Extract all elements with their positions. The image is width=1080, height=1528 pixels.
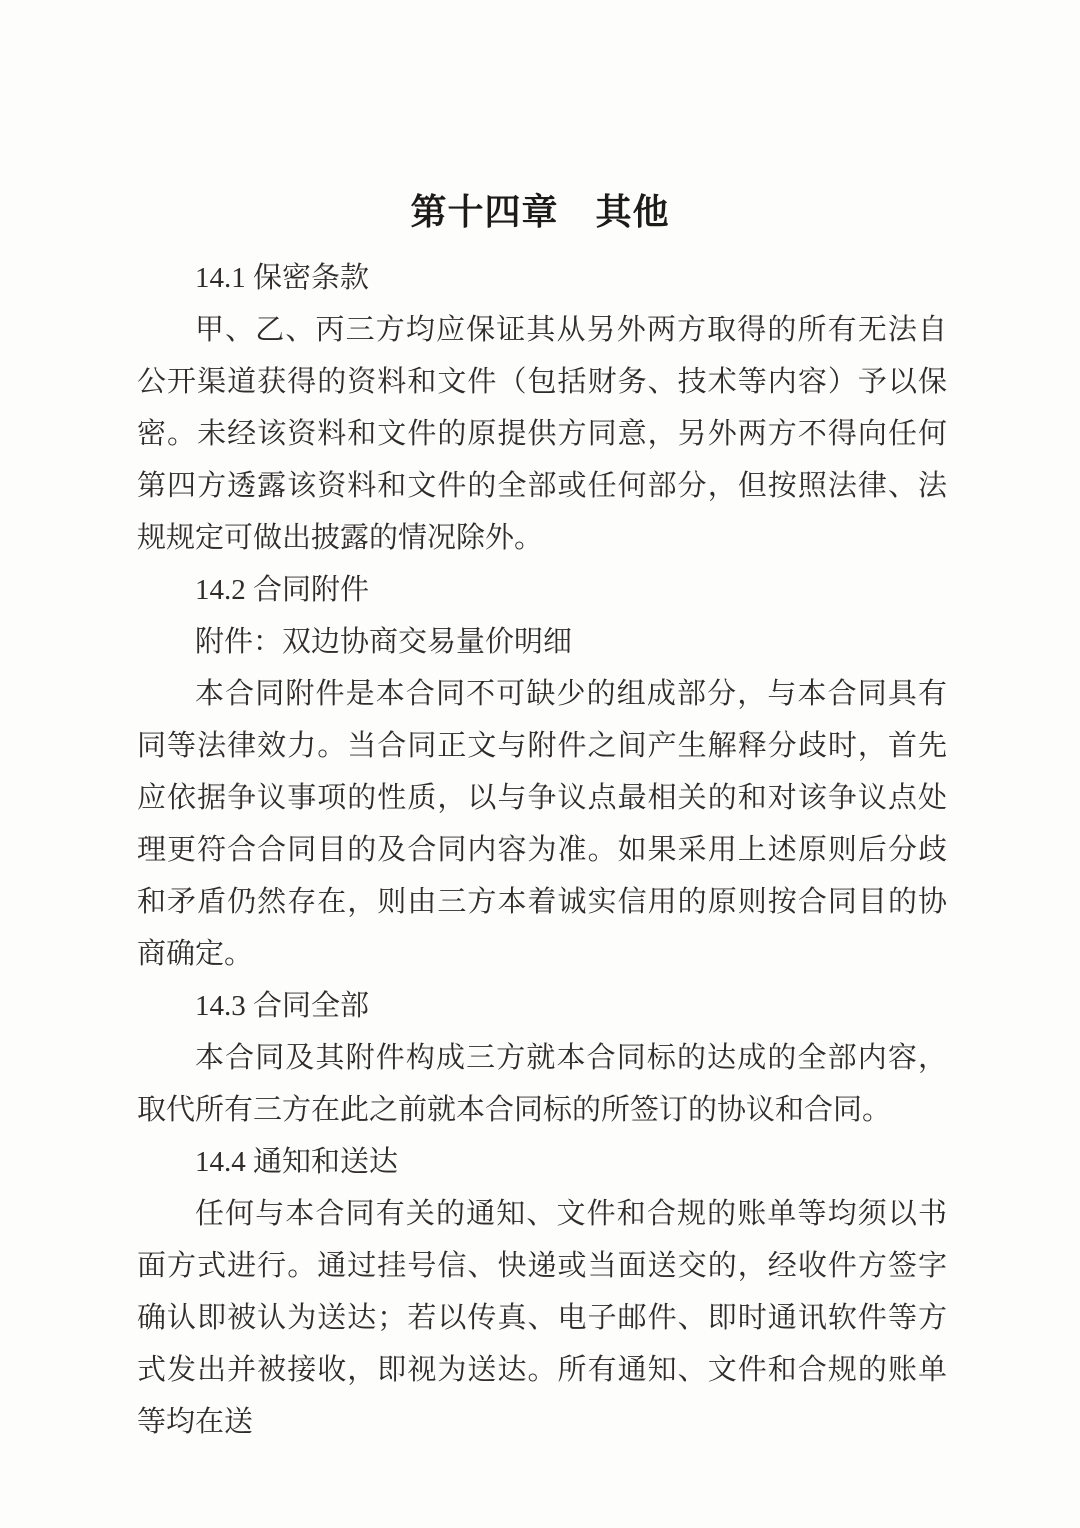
paragraph-entire-agreement: 本合同及其附件构成三方就本合同标的达成的全部内容，取代所有三方在此之前就本合同标的所签订的协议和合同。 — [137, 1042, 947, 1126]
paragraph-annex-effect: 本合同附件是本合同不可缺少的组成部分，与本合同具有同等法律效力。当合同正文与附件之间产生解释分歧时，首先应依据争议事项的性质，以与争议点最相关的和对该争议点处理更符合合同目的及合同内容为准。如果采用上述原则后分歧和矛盾仍然存在，则由三方本着诚实信用的原则按合同目的协商确定。 — [137, 678, 947, 970]
section-heading-14-4: 14.4 通知和送达 — [195, 1146, 399, 1178]
paragraph-confidentiality: 甲、乙、丙三方均应保证其从另外两方取得的所有无法自公开渠道获得的资料和文件（包括财务、技术等内容）予以保密。未经该资料和文件的原提供方同意，另外两方不得向任何第四方透露该资料和文件的全部或任何部分，但按照法律、法规规定可做出披露的情况除外。 — [137, 314, 947, 554]
chapter-title: 第十四章 其他 — [410, 191, 670, 232]
section-heading-14-2: 14.2 合同附件 — [195, 574, 370, 606]
paragraph-annex-title: 附件：双边协商交易量价明细 — [195, 626, 573, 658]
paragraph-notice-delivery: 任何与本合同有关的通知、文件和合规的账单等均须以书面方式进行。通过挂号信、快递或当面送交的，经收件方签字确认即被认为送达；若以传真、电子邮件、即时通讯软件等方式发出并被接收，即视为送达。所有通知、文件和合规的账单等均在送 — [137, 1198, 947, 1438]
section-heading-14-1: 14.1 保密条款 — [195, 262, 370, 294]
document-body — [137, 252, 947, 1448]
section-heading-14-3: 14.3 合同全部 — [195, 990, 370, 1022]
